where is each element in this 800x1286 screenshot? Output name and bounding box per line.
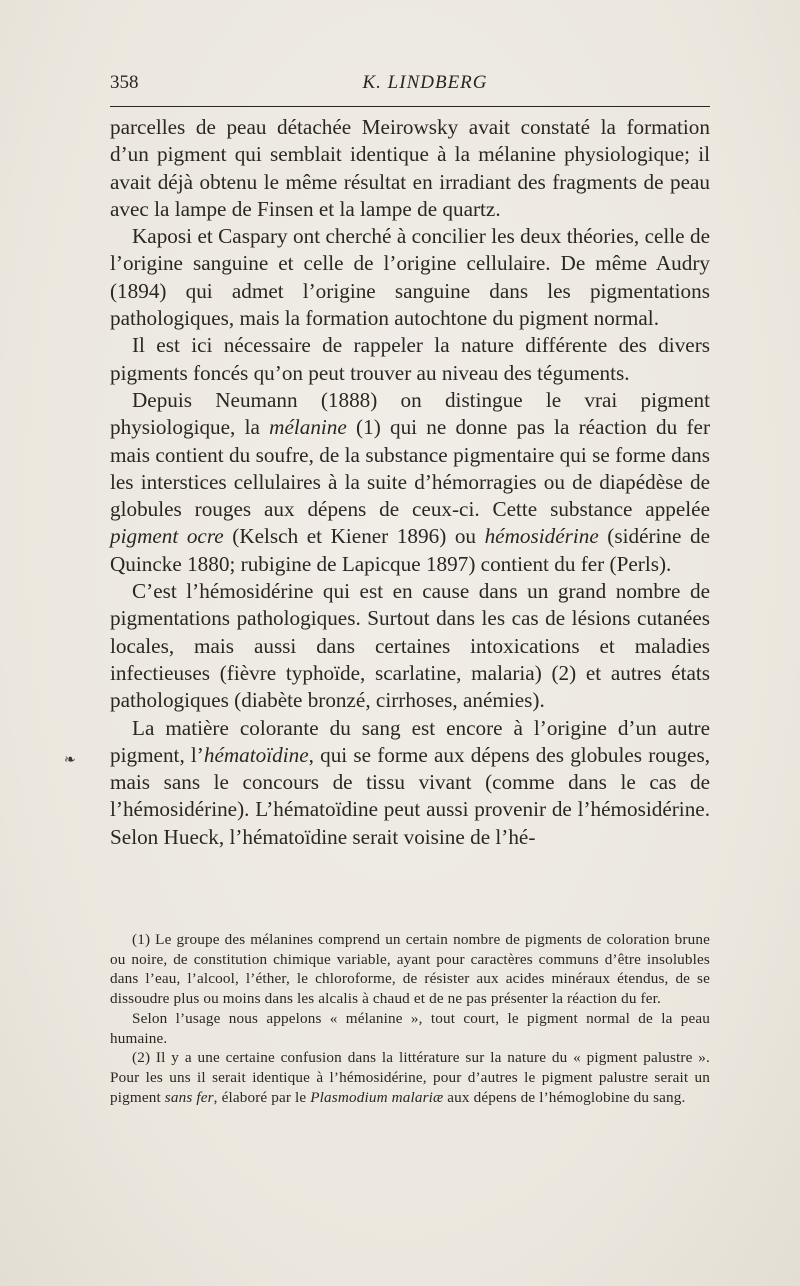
- footnote-2-text-3: aux dépens de l’hémoglobine du sang.: [443, 1088, 686, 1106]
- footnote-2: [110, 1048, 710, 1107]
- paragraph-4-text-3: (Kelsch et Kiener 1896) ou: [223, 524, 485, 549]
- term-melanine: mélanine: [269, 415, 347, 440]
- term-pigment-ocre: pigment ocre: [110, 524, 224, 549]
- running-title: K. LINDBERG: [362, 72, 488, 93]
- paragraph-4-text-2: (1) qui ne donne pas la réaction du fer mais contient du soufre, de la substance pigmentaire qui se forme dans les interstices cellulaires à la suite d’hémorragies ou de diapédèse de globules rouges aux dépens de ceux-ci. Cette substance appelée: [110, 415, 710, 522]
- page-header: [110, 72, 710, 100]
- paragraph-4-text-4: (sidérine de Quincke 1880; rubigine de Lapicque 1897) contient du fer (Perls).: [110, 524, 710, 576]
- paragraph-6-text-1: La matière colorante du sang est encore à l’origine d’un autre pigment, l’: [110, 715, 710, 767]
- term-hemosiderine: hémosidérine: [484, 524, 599, 549]
- term-hematoidine: hématoïdine: [203, 742, 309, 767]
- term-plasmodium: Plasmodium malariæ: [310, 1088, 444, 1106]
- paragraph-6: [110, 715, 710, 851]
- footnote-2-text-1: (2) Il y a une certaine confusion dans la littérature sur la nature du « pigment palustre ». Pour les uns il serait identique à l’hémosidérine, pour d’autres le pigment palustre serait un pigment: [110, 1049, 710, 1106]
- footnotes: [110, 930, 710, 1107]
- footnote-2-text-2: , élaboré par le: [213, 1088, 311, 1106]
- paragraph-2: Kaposi et Caspary ont cherché à concilier les deux théories, celle de l’origine sanguine et celle de l’origine cellulaire. De même Audry (1894) qui admet l’origine sanguine dans les pigmentations pathologiques, mais la formation autochtone du pigment normal.: [110, 224, 710, 331]
- footnote-1-continuation: Selon l’usage nous appelons « mélanine », tout court, le pigment normal de la peau humaine.: [110, 1009, 710, 1047]
- margin-mark: ❧: [64, 753, 76, 768]
- paragraph-4-text-1: Depuis Neumann (1888) on distingue le vrai pigment physiologique, la: [110, 387, 710, 440]
- paragraph-1: parcelles de peau détachée Meirowsky avait constaté la formation d’un pigment qui semblait identique à la mélanine physiologique; il avait déjà obtenu le même résultat en irradiant des fragments de peau avec la lampe de Finsen et la lampe de quartz.: [110, 115, 710, 221]
- footnote-1: (1) Le groupe des mélanines comprend un certain nombre de pigments de coloration brune ou noire, de constitution chimique variable, ayant pour caractères communs d’être insolubles dans l’eau, l’alcool, l’éther, le chloroforme, de résister aux acides minéraux étendus, de se dissoudre plus ou moins dans les alcalis à chaud et de ne pas présenter la réaction du fer.: [110, 931, 710, 1008]
- header-rule: [110, 106, 710, 107]
- body-text: [110, 114, 710, 851]
- term-sans-fer: sans fer: [164, 1088, 214, 1106]
- paragraph-3: Il est ici nécessaire de rappeler la nature différente des divers pigments foncés qu’on peut trouver au niveau des téguments.: [110, 333, 710, 385]
- paragraph-6-text-2: , qui se forme aux dépens des globules rouges, mais sans le concours de tissu vivant (comme dans le cas de l’hémosidérine). L’hématoïdine peut aussi provenir de l’hémosidérine. Selon Hueck, l’hématoïdine serait voisine de l’hé-: [110, 742, 710, 849]
- paragraph-5: C’est l’hémosidérine qui est en cause dans un grand nombre de pigmentations pathologiques. Surtout dans les cas de lésions cutanées locales, mais aussi dans certaines intoxications et maladies infectieuses (fièvre typhoïde, scarlatine, malaria) (2) et autres états pathologiques (diabète bronzé, cirrhoses, anémies).: [110, 579, 710, 713]
- paragraph-4: [110, 387, 710, 578]
- page-number: 358: [110, 72, 139, 93]
